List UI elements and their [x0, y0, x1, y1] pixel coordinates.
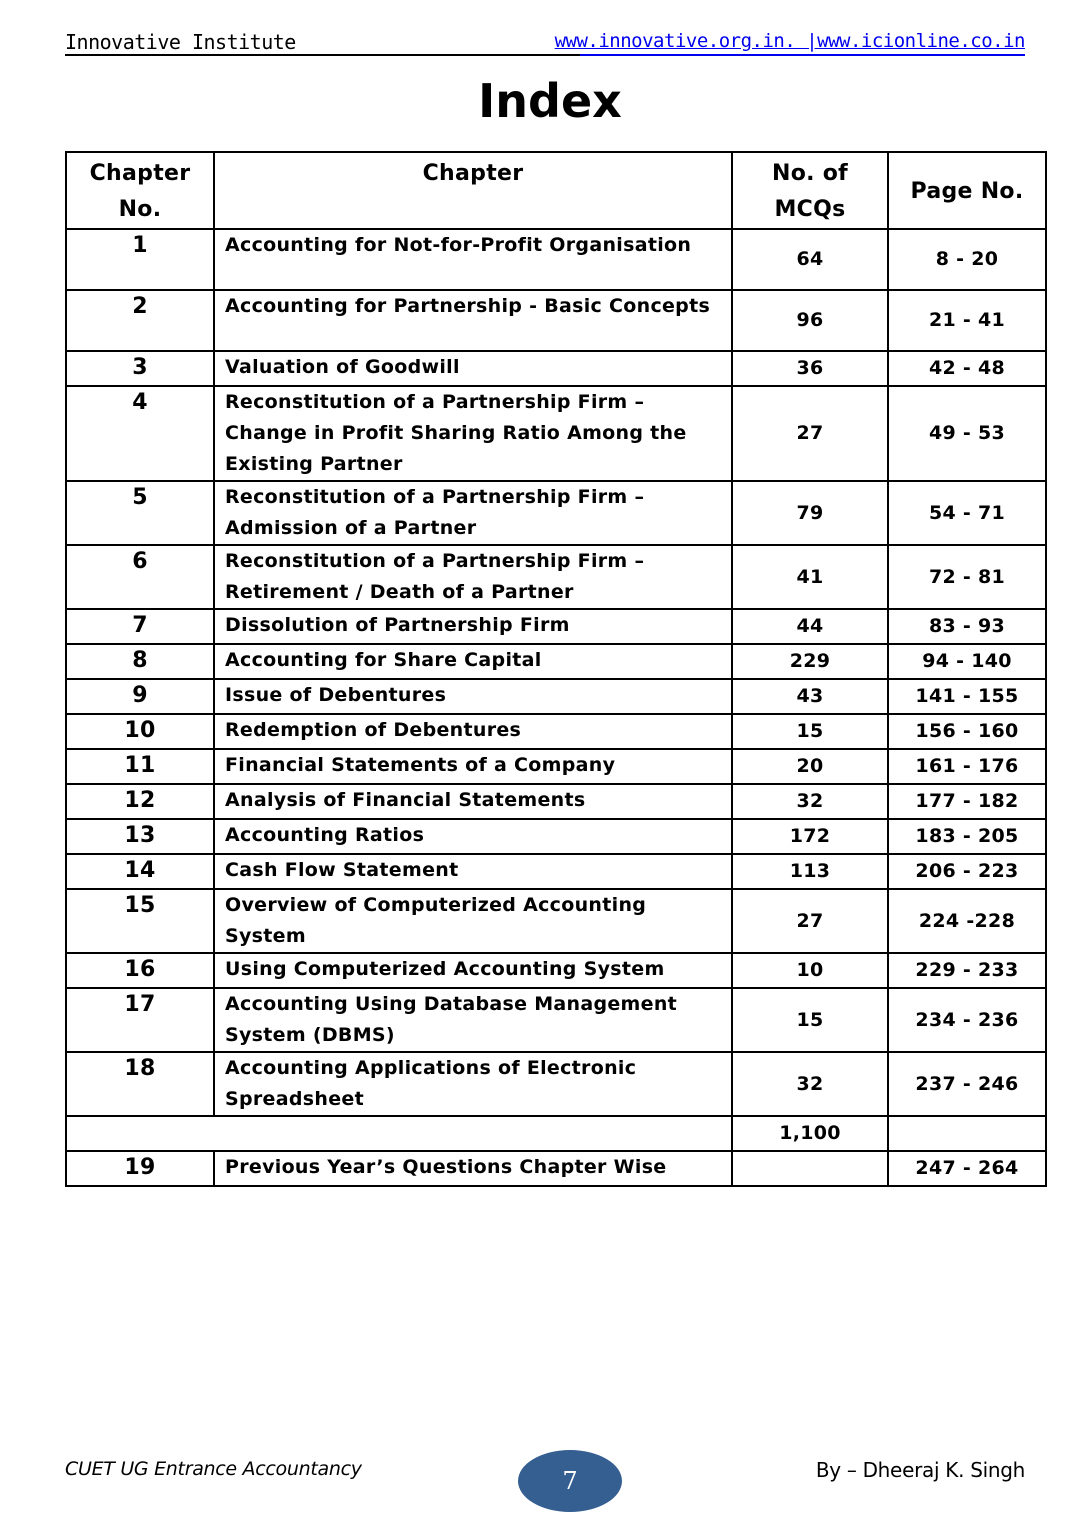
chapter-number: 18	[66, 1052, 214, 1116]
chapter-number: 3	[66, 351, 214, 386]
chapter-number: 17	[66, 988, 214, 1052]
chapter-title: Accounting for Not-for-Profit Organisation	[214, 229, 732, 290]
index-table	[65, 151, 1047, 1187]
footer-book-title: CUET UG Entrance Accountancy	[65, 1458, 362, 1480]
page-range: 72 - 81	[888, 545, 1046, 609]
chapter-number: 15	[66, 889, 214, 953]
mcq-count: 96	[732, 290, 888, 351]
table-row	[66, 229, 1046, 290]
table-row	[66, 679, 1046, 714]
table-row	[66, 290, 1046, 351]
header-page-no: Page No.	[888, 152, 1046, 229]
table-row	[66, 481, 1046, 545]
chapter-title: Overview of Computerized Accounting System	[214, 889, 732, 953]
chapter-number: 11	[66, 749, 214, 784]
table-row	[66, 545, 1046, 609]
page-range: 21 - 41	[888, 290, 1046, 351]
mcq-count: 41	[732, 545, 888, 609]
chapter-title: Issue of Debentures	[214, 679, 732, 714]
page-range: 234 - 236	[888, 988, 1046, 1052]
table-row	[66, 988, 1046, 1052]
page-range: 247 - 264	[888, 1151, 1046, 1186]
table-row	[66, 1052, 1046, 1116]
page-range: 183 - 205	[888, 819, 1046, 854]
table-row	[66, 749, 1046, 784]
total-pages-cell	[888, 1116, 1046, 1151]
header-mcqs: No. of MCQs	[732, 152, 888, 229]
chapter-number: 4	[66, 386, 214, 481]
chapter-title: Accounting Ratios	[214, 819, 732, 854]
table-row	[66, 819, 1046, 854]
chapter-number: 16	[66, 953, 214, 988]
table-row	[66, 714, 1046, 749]
chapter-title: Cash Flow Statement	[214, 854, 732, 889]
footer-author: By – Dheeraj K. Singh	[815, 1458, 1025, 1482]
chapter-title: Previous Year’s Questions Chapter Wise	[214, 1151, 732, 1186]
mcq-count: 32	[732, 784, 888, 819]
table-row	[66, 1151, 1046, 1186]
mcq-count: 43	[732, 679, 888, 714]
chapter-title: Accounting for Share Capital	[214, 644, 732, 679]
chapter-number: 10	[66, 714, 214, 749]
header-rule	[580, 54, 1025, 56]
page-range: 54 - 71	[888, 481, 1046, 545]
chapter-number: 14	[66, 854, 214, 889]
chapter-number: 5	[66, 481, 214, 545]
mcq-count: 32	[732, 1052, 888, 1116]
page-title: Index	[478, 74, 622, 128]
chapter-number: 6	[66, 545, 214, 609]
chapter-number: 2	[66, 290, 214, 351]
chapter-title: Analysis of Financial Statements	[214, 784, 732, 819]
page-range: 156 - 160	[888, 714, 1046, 749]
mcq-count: 113	[732, 854, 888, 889]
chapter-title: Reconstitution of a Partnership Firm – Admission of a Partner	[214, 481, 732, 545]
chapter-number: 13	[66, 819, 214, 854]
page-header	[65, 30, 1025, 56]
mcq-count	[732, 1151, 888, 1186]
chapter-title: Accounting Applications of Electronic Spreadsheet	[214, 1052, 732, 1116]
total-row	[66, 1116, 1046, 1151]
mcq-count: 44	[732, 609, 888, 644]
total-label-cell	[66, 1116, 732, 1151]
mcq-count: 10	[732, 953, 888, 988]
table-row	[66, 953, 1046, 988]
chapter-number: 1	[66, 229, 214, 290]
mcq-count: 36	[732, 351, 888, 386]
mcq-count: 27	[732, 889, 888, 953]
mcq-count: 20	[732, 749, 888, 784]
chapter-number: 9	[66, 679, 214, 714]
table-row	[66, 644, 1046, 679]
chapter-title: Using Computerized Accounting System	[214, 953, 732, 988]
page-number-badge: 7	[518, 1450, 622, 1512]
chapter-title: Valuation of Goodwill	[214, 351, 732, 386]
total-mcqs: 1,100	[732, 1116, 888, 1151]
table-row	[66, 854, 1046, 889]
page-range: 206 - 223	[888, 854, 1046, 889]
mcq-count: 64	[732, 229, 888, 290]
page-range: 224 -228	[888, 889, 1046, 953]
page-range: 49 - 53	[888, 386, 1046, 481]
page-range: 161 - 176	[888, 749, 1046, 784]
page-range: 42 - 48	[888, 351, 1046, 386]
chapter-number: 19	[66, 1151, 214, 1186]
mcq-count: 172	[732, 819, 888, 854]
table-row	[66, 784, 1046, 819]
chapter-title: Financial Statements of a Company	[214, 749, 732, 784]
mcq-count: 15	[732, 714, 888, 749]
page-range: 177 - 182	[888, 784, 1046, 819]
institute-name: Innovative Institute	[65, 30, 296, 54]
page-range: 141 - 155	[888, 679, 1046, 714]
chapter-number: 12	[66, 784, 214, 819]
website-links[interactable]: www.innovative.org.in. |www.icionline.co.in	[554, 30, 1025, 52]
chapter-title: Accounting Using Database Management System (DBMS)	[214, 988, 732, 1052]
chapter-title: Redemption of Debentures	[214, 714, 732, 749]
page-range: 94 - 140	[888, 644, 1046, 679]
table-row	[66, 609, 1046, 644]
table-row	[66, 386, 1046, 481]
chapter-title: Reconstitution of a Partnership Firm – Retirement / Death of a Partner	[214, 545, 732, 609]
chapter-number: 8	[66, 644, 214, 679]
mcq-count: 79	[732, 481, 888, 545]
page-range: 8 - 20	[888, 229, 1046, 290]
chapter-title: Dissolution of Partnership Firm	[214, 609, 732, 644]
page-range: 237 - 246	[888, 1052, 1046, 1116]
table-row	[66, 889, 1046, 953]
page-range: 229 - 233	[888, 953, 1046, 988]
table-row	[66, 351, 1046, 386]
chapter-title: Reconstitution of a Partnership Firm – Change in Profit Sharing Ratio Among the Existing Partner	[214, 386, 732, 481]
mcq-count: 229	[732, 644, 888, 679]
chapter-title: Accounting for Partnership - Basic Concepts	[214, 290, 732, 351]
mcq-count: 27	[732, 386, 888, 481]
header-chapter: Chapter	[214, 152, 732, 229]
mcq-count: 15	[732, 988, 888, 1052]
page-range: 83 - 93	[888, 609, 1046, 644]
header-chapter-no: Chapter No.	[66, 152, 214, 229]
chapter-number: 7	[66, 609, 214, 644]
